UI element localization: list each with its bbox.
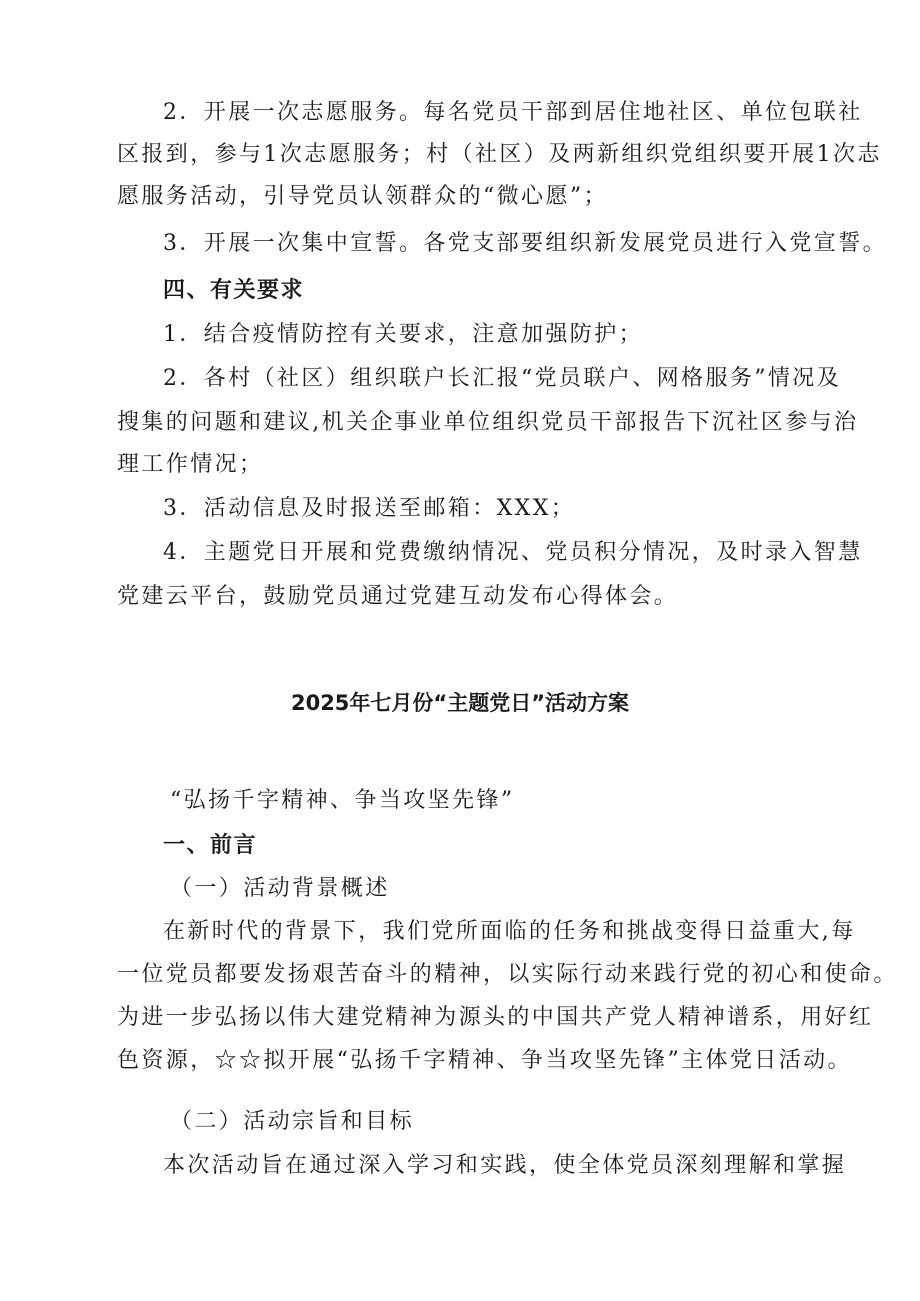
- requirement-item1: 1．结合疫情防控有关要求，注意加强防护；: [163, 322, 643, 347]
- item3-line: 3．开展一次集中宣誓。各党支部要组织新发展党员进行入党宣誓。: [163, 231, 887, 256]
- requirement-item4-line2: 党建云平台，鼓励党员通过党建互动发布心得体会。: [117, 584, 679, 609]
- plan-title: 2025年七月份“主题党日”活动方案: [290, 691, 630, 715]
- item2-line2: 区报到，参与1次志愿服务；村（社区）及两新组织党组织要开展1次志: [117, 142, 882, 167]
- sub2-line1: 本次活动旨在通过深入学习和实践，使全体党员深刻理解和掌握: [163, 1153, 847, 1178]
- item2-line3: 愿服务活动，引导党员认领群众的“微心愿”；: [117, 184, 608, 209]
- sub2-heading: （二）活动宗旨和目标: [170, 1109, 415, 1134]
- sub1-line1: 在新时代的背景下，我们党所面临的任务和挑战变得日益重大,每: [163, 919, 856, 944]
- requirement-item3: 3．活动信息及时报送至邮箱：XXX；: [163, 496, 576, 521]
- requirements-heading: 四、有关要求: [163, 278, 305, 303]
- sub1-line2: 一位党员都要发扬艰苦奋斗的精神，以实际行动来践行党的初心和使命。: [117, 962, 898, 987]
- requirement-item2-line1: 2．各村（社区）组织联户长汇报“党员联户、网格服务”情况及: [163, 366, 842, 391]
- item2-line1: 2．开展一次志愿服务。每名党员干部到居住地社区、单位包联社: [163, 100, 863, 125]
- sub1-line3: 为进一步弘扬以伟大建党精神为源头的中国共产党人精神谱系，用好红: [117, 1005, 874, 1030]
- requirement-item2-line2: 搜集的问题和建议,机关企事业单位组织党员干部报告下沉社区参与治: [117, 410, 859, 435]
- requirement-item2-line3: 理工作情况；: [117, 452, 264, 477]
- sub1-line4: 色资源，☆☆拟开展“弘扬千字精神、争当攻坚先锋”主体党日活动。: [117, 1048, 852, 1073]
- section1-heading: 一、前言: [163, 833, 258, 858]
- plan-slogan: “弘扬千字精神、争当攻坚先锋”: [170, 788, 515, 813]
- sub1-heading: （一）活动背景概述: [170, 876, 390, 901]
- requirement-item4-line1: 4．主题党日开展和党费缴纳情况、党员积分情况，及时录入智慧: [163, 540, 863, 565]
